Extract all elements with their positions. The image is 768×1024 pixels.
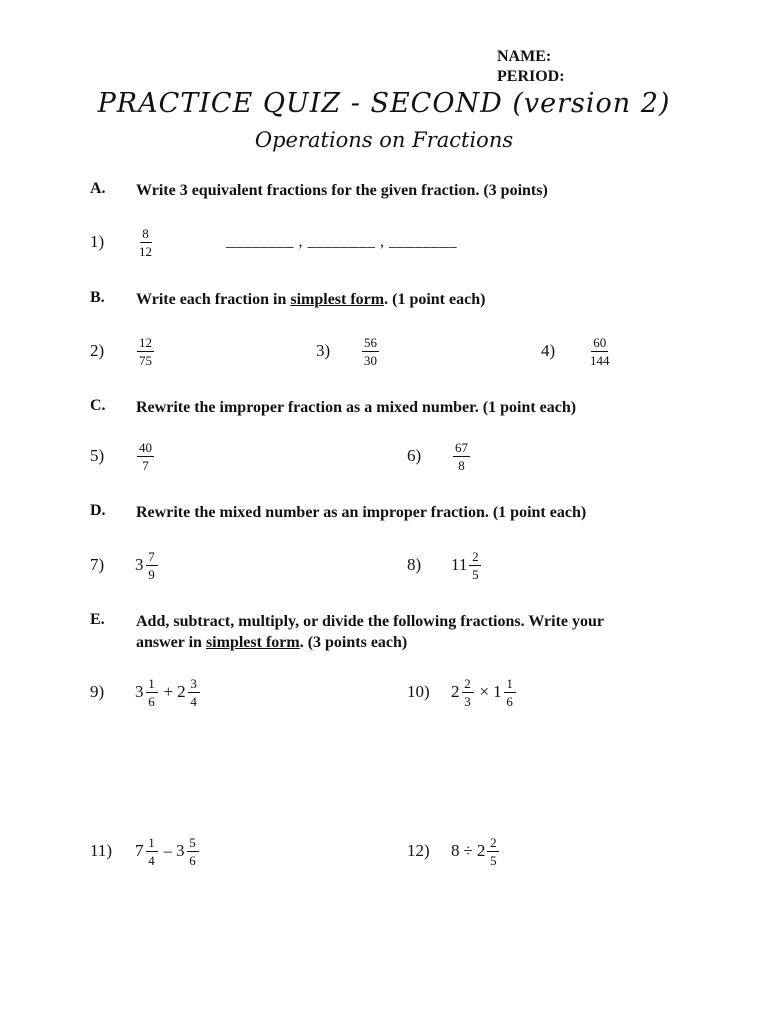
- problem-6-label: 6): [407, 446, 422, 465]
- whole-number: 11: [451, 555, 468, 574]
- fraction: [462, 676, 474, 709]
- problem-11-label: 11): [90, 841, 113, 860]
- problem-7-fraction: [146, 549, 158, 582]
- numerator: 8: [140, 226, 152, 243]
- problem-6: [451, 436, 472, 476]
- problem-7: [135, 545, 160, 585]
- whole-number: 2: [177, 682, 186, 701]
- numerator: 7: [146, 549, 158, 566]
- fraction: [187, 835, 199, 868]
- problem-3: [360, 331, 381, 371]
- problem-12-label: 12): [407, 841, 430, 860]
- numerator: 56: [364, 334, 377, 350]
- whole-number: 3: [176, 841, 185, 860]
- denominator: 6: [148, 693, 155, 709]
- problem-6-fraction: [453, 440, 470, 473]
- minus-operator: –: [163, 841, 172, 860]
- problem-5: [135, 436, 156, 476]
- denominator: 8: [458, 457, 465, 473]
- denominator: 3: [464, 693, 471, 709]
- whole-number: 8: [451, 841, 460, 860]
- numerator: 2: [469, 549, 481, 566]
- fraction: [188, 676, 200, 709]
- section-e-line-2: [136, 632, 696, 653]
- problem-7-label: 7): [90, 555, 105, 574]
- whole-number: 3: [135, 682, 144, 701]
- fraction: [487, 835, 499, 868]
- section-a-instructions: Write 3 equivalent fractions for the given fraction. (3 points): [136, 182, 548, 199]
- problem-9: [135, 672, 202, 712]
- problem-8-fraction: [469, 549, 481, 582]
- problem-1-answer-blanks: ________ , ________ , ________: [226, 233, 457, 250]
- plus-operator: +: [163, 682, 174, 701]
- numerator: 2: [487, 835, 499, 852]
- problem-11: [135, 831, 201, 871]
- problem-9-label: 9): [90, 682, 105, 701]
- section-d-letter: D.: [90, 502, 106, 519]
- problem-5-label: 5): [90, 446, 105, 465]
- problem-1: [135, 222, 156, 262]
- problem-2: [135, 331, 156, 371]
- numerator: 67: [455, 439, 468, 455]
- denominator: 7: [142, 457, 149, 473]
- times-operator: ×: [479, 682, 490, 701]
- denominator: 5: [490, 852, 497, 868]
- problem-8-label: 8): [407, 555, 422, 574]
- problem-4-fraction: [588, 335, 612, 368]
- fraction: [146, 835, 158, 868]
- section-b-text-before: Write each fraction in: [136, 291, 291, 308]
- numerator: 1: [146, 676, 158, 693]
- denominator: 6: [506, 693, 513, 709]
- section-c-letter: C.: [90, 397, 106, 414]
- numerator: 40: [139, 439, 152, 455]
- denominator: 5: [472, 566, 479, 582]
- problem-10-label: 10): [407, 682, 430, 701]
- page-subtitle: Operations on Fractions: [254, 128, 514, 152]
- section-e-letter: E.: [90, 611, 105, 628]
- problem-12: [451, 831, 501, 871]
- problem-5-fraction: [137, 440, 154, 473]
- denominator: 6: [189, 852, 196, 868]
- numerator: 5: [187, 835, 199, 852]
- section-d-instructions: Rewrite the mixed number as an improper fraction. (1 point each): [136, 504, 587, 521]
- numerator: 2: [462, 676, 474, 693]
- name-label: NAME:: [497, 48, 552, 65]
- divide-operator: ÷: [463, 841, 473, 860]
- whole-number: 7: [135, 841, 144, 860]
- whole-number: 3: [135, 555, 144, 574]
- fraction: [146, 676, 158, 709]
- whole-number: 1: [493, 682, 502, 701]
- section-e-line-1: Add, subtract, multiply, or divide the following fractions. Write your: [136, 613, 605, 630]
- section-e-text-before: answer in: [136, 634, 206, 651]
- section-b-instructions: [136, 289, 676, 310]
- whole-number: 2: [476, 841, 486, 860]
- section-b-letter: B.: [90, 289, 105, 306]
- section-e-text-underlined: simplest form: [205, 634, 300, 651]
- denominator: 75: [139, 352, 152, 368]
- section-e-text-after: . (3 points each): [299, 634, 408, 651]
- denominator: 144: [590, 352, 610, 368]
- section-b-text-underlined: simplest form: [290, 291, 385, 308]
- problem-2-label: 2): [90, 341, 105, 360]
- numerator: 1: [146, 835, 158, 852]
- numerator: 3: [188, 676, 200, 693]
- problem-8: [451, 545, 483, 585]
- problem-2-fraction: [137, 335, 154, 368]
- numerator: 60: [593, 334, 607, 350]
- numerator: 1: [504, 676, 516, 693]
- problem-4-label: 4): [541, 341, 556, 360]
- problem-1-label: 1): [90, 232, 105, 251]
- whole-number: 2: [451, 682, 460, 701]
- period-label: PERIOD:: [497, 68, 565, 85]
- problem-3-fraction: [362, 335, 379, 368]
- section-e-instructions: [136, 611, 696, 653]
- problem-1-fraction: [137, 226, 154, 259]
- denominator: 4: [148, 852, 155, 868]
- denominator: 12: [139, 243, 152, 259]
- section-c-instructions: Rewrite the improper fraction as a mixed number. (1 point each): [136, 399, 577, 416]
- section-b-text-after: . (1 point each): [384, 291, 486, 308]
- denominator: 9: [148, 566, 155, 582]
- problem-3-label: 3): [316, 341, 331, 360]
- fraction: [504, 676, 516, 709]
- denominator: 4: [190, 693, 197, 709]
- denominator: 30: [364, 352, 377, 368]
- problem-10: [451, 672, 518, 712]
- numerator: 12: [139, 334, 152, 350]
- problem-4: [586, 331, 614, 371]
- section-a-letter: A.: [90, 180, 106, 197]
- page-title: PRACTICE QUIZ - SECOND (version 2): [97, 88, 671, 119]
